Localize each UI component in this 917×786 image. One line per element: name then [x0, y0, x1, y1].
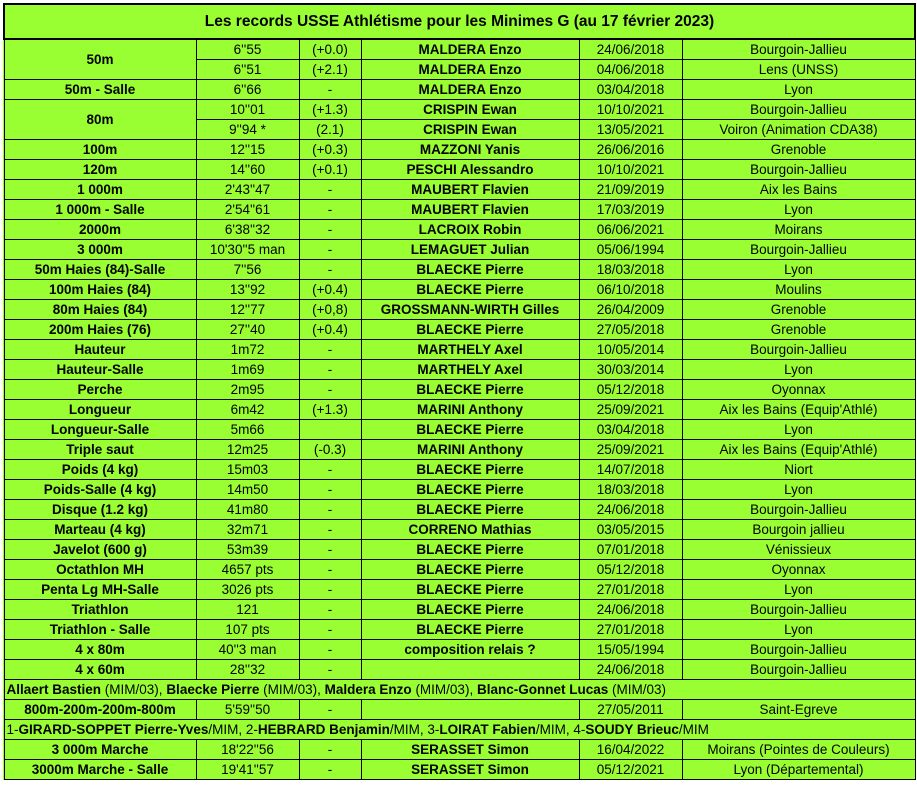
- relay-member-note: /MIM: [678, 722, 709, 737]
- table-row: [4, 720, 915, 740]
- performance-cell: 10'30''5 man: [196, 240, 299, 260]
- performance-cell: 18'22''56: [196, 740, 299, 760]
- performance-cell: 13''92: [196, 280, 299, 300]
- relay-member-note: (MIM/03),: [411, 682, 477, 697]
- wind-cell: [299, 420, 361, 440]
- date-cell: 25/09/2021: [579, 400, 682, 420]
- place-cell: Oyonnax: [682, 380, 915, 400]
- date-cell: 05/06/1994: [579, 240, 682, 260]
- place-cell: Grenoble: [682, 320, 915, 340]
- table-row: [4, 480, 915, 500]
- performance-cell: 2'54''61: [196, 200, 299, 220]
- date-cell: 03/04/2018: [579, 80, 682, 100]
- relay-member-note: (MIM/03),: [101, 682, 167, 697]
- place-cell: Saint-Egreve: [682, 700, 915, 720]
- performance-cell: 7''56: [196, 260, 299, 280]
- performance-cell: 107 pts: [196, 620, 299, 640]
- performance-cell: 1m72: [196, 340, 299, 360]
- performance-cell: 9''94 *: [196, 120, 299, 140]
- athlete-cell: MALDERA Enzo: [361, 80, 579, 100]
- event-cell: 3000m Marche - Salle: [4, 760, 196, 780]
- event-cell: Javelot (600 g): [4, 540, 196, 560]
- performance-cell: 5'59''50: [196, 700, 299, 720]
- place-cell: Grenoble: [682, 140, 915, 160]
- performance-cell: 6''51: [196, 60, 299, 80]
- wind-cell: (+0.4): [299, 320, 361, 340]
- wind-cell: (+0,8): [299, 300, 361, 320]
- performance-cell: 14''60: [196, 160, 299, 180]
- date-cell: 13/05/2021: [579, 120, 682, 140]
- wind-cell: -: [299, 240, 361, 260]
- athlete-cell: MARINI Anthony: [361, 400, 579, 420]
- athlete-cell: MALDERA Enzo: [361, 60, 579, 80]
- table-row: [4, 560, 915, 580]
- performance-cell: 40''3 man: [196, 640, 299, 660]
- athlete-cell: BLAECKE Pierre: [361, 480, 579, 500]
- date-cell: 06/10/2018: [579, 280, 682, 300]
- date-cell: 27/05/2011: [579, 700, 682, 720]
- athlete-cell: LACROIX Robin: [361, 220, 579, 240]
- wind-cell: -: [299, 700, 361, 720]
- place-cell: Lyon: [682, 200, 915, 220]
- date-cell: 03/05/2015: [579, 520, 682, 540]
- date-cell: 05/12/2018: [579, 380, 682, 400]
- athlete-cell: BLAECKE Pierre: [361, 380, 579, 400]
- place-cell: Bourgoin-Jallieu: [682, 240, 915, 260]
- athlete-cell: BLAECKE Pierre: [361, 560, 579, 580]
- wind-cell: -: [299, 340, 361, 360]
- place-cell: Bourgoin-Jallieu: [682, 660, 915, 680]
- wind-cell: -: [299, 640, 361, 660]
- place-cell: Bourgoin-Jallieu: [682, 640, 915, 660]
- date-cell: 17/03/2019: [579, 200, 682, 220]
- event-cell: Longueur-Salle: [4, 420, 196, 440]
- date-cell: 18/03/2018: [579, 480, 682, 500]
- wind-cell: -: [299, 360, 361, 380]
- event-cell: Disque (1.2 kg): [4, 500, 196, 520]
- athlete-cell: BLAECKE Pierre: [361, 620, 579, 640]
- wind-cell: -: [299, 180, 361, 200]
- wind-cell: -: [299, 480, 361, 500]
- place-cell: Niort: [682, 460, 915, 480]
- table-row: [4, 520, 915, 540]
- wind-cell: -: [299, 220, 361, 240]
- place-cell: Moulins: [682, 280, 915, 300]
- event-cell: 50m Haies (84)-Salle: [4, 260, 196, 280]
- wind-cell: (+0.3): [299, 140, 361, 160]
- performance-cell: 53m39: [196, 540, 299, 560]
- date-cell: 07/01/2018: [579, 540, 682, 560]
- performance-cell: 2'43''47: [196, 180, 299, 200]
- table-row: [4, 740, 915, 760]
- table-row: [4, 420, 915, 440]
- table-row: [4, 400, 915, 420]
- relay-members-cell: [4, 680, 915, 700]
- place-cell: Bourgoin-Jallieu: [682, 160, 915, 180]
- event-cell: 1 000m - Salle: [4, 200, 196, 220]
- place-cell: Lyon: [682, 80, 915, 100]
- place-cell: Grenoble: [682, 300, 915, 320]
- event-cell: 120m: [4, 160, 196, 180]
- athlete-cell: composition relais ?: [361, 640, 579, 660]
- place-cell: Bourgoin-Jallieu: [682, 500, 915, 520]
- performance-cell: 6m42: [196, 400, 299, 420]
- place-cell: Aix les Bains: [682, 180, 915, 200]
- place-cell: Aix les Bains (Equip'Athlé): [682, 440, 915, 460]
- event-cell: Octathlon MH: [4, 560, 196, 580]
- event-cell: Hauteur: [4, 340, 196, 360]
- event-cell: 100m: [4, 140, 196, 160]
- place-cell: Lyon: [682, 580, 915, 600]
- relay-members-cell: [4, 720, 915, 740]
- relay-member-name: Blaecke Pierre: [166, 682, 260, 697]
- records-sheet: [3, 3, 914, 780]
- performance-cell: 121: [196, 600, 299, 620]
- table-row: [4, 500, 915, 520]
- wind-cell: (-0.3): [299, 440, 361, 460]
- event-cell: 50m: [4, 39, 196, 80]
- event-cell: 4 x 60m: [4, 660, 196, 680]
- event-cell: 2000m: [4, 220, 196, 240]
- event-cell: 1 000m: [4, 180, 196, 200]
- date-cell: 18/03/2018: [579, 260, 682, 280]
- relay-member-note: /MIM, 4-: [535, 722, 586, 737]
- wind-cell: -: [299, 380, 361, 400]
- wind-cell: -: [299, 500, 361, 520]
- date-cell: 27/01/2018: [579, 620, 682, 640]
- table-row: [4, 760, 915, 780]
- table-row: [4, 620, 915, 640]
- event-cell: Penta Lg MH-Salle: [4, 580, 196, 600]
- performance-cell: 12''77: [196, 300, 299, 320]
- performance-cell: 14m50: [196, 480, 299, 500]
- place-cell: Bourgoin-Jallieu: [682, 600, 915, 620]
- table-row: [4, 160, 915, 180]
- place-cell: Lyon (Départemental): [682, 760, 915, 780]
- relay-member-name: SOUDY Brieuc: [585, 722, 679, 737]
- athlete-cell: MAZZONI Yanis: [361, 140, 579, 160]
- athlete-cell: MALDERA Enzo: [361, 39, 579, 60]
- event-cell: 100m Haies (84): [4, 280, 196, 300]
- date-cell: 06/06/2021: [579, 220, 682, 240]
- wind-cell: -: [299, 600, 361, 620]
- event-cell: Perche: [4, 380, 196, 400]
- place-cell: Lyon: [682, 620, 915, 640]
- event-cell: Poids (4 kg): [4, 460, 196, 480]
- date-cell: 15/05/1994: [579, 640, 682, 660]
- athlete-cell: BLAECKE Pierre: [361, 540, 579, 560]
- wind-cell: (2.1): [299, 120, 361, 140]
- place-cell: Moirans: [682, 220, 915, 240]
- date-cell: 16/04/2022: [579, 740, 682, 760]
- event-cell: 80m: [4, 100, 196, 140]
- relay-member-name: Blanc-Gonnet Lucas: [476, 682, 609, 697]
- event-cell: 3 000m: [4, 240, 196, 260]
- wind-cell: -: [299, 460, 361, 480]
- event-cell: Triple saut: [4, 440, 196, 460]
- table-row: [4, 320, 915, 340]
- athlete-cell: [361, 700, 579, 720]
- event-cell: Triathlon - Salle: [4, 620, 196, 640]
- athlete-cell: MARINI Anthony: [361, 440, 579, 460]
- date-cell: 21/09/2019: [579, 180, 682, 200]
- athlete-cell: BLAECKE Pierre: [361, 280, 579, 300]
- performance-cell: 12''15: [196, 140, 299, 160]
- date-cell: 26/06/2016: [579, 140, 682, 160]
- athlete-cell: BLAECKE Pierre: [361, 420, 579, 440]
- wind-cell: -: [299, 740, 361, 760]
- table-row: [4, 180, 915, 200]
- athlete-cell: PESCHI Alessandro: [361, 160, 579, 180]
- table-row: [4, 700, 915, 720]
- date-cell: 04/06/2018: [579, 60, 682, 80]
- table-row: [4, 220, 915, 240]
- event-cell: Hauteur-Salle: [4, 360, 196, 380]
- athlete-cell: MAUBERT Flavien: [361, 200, 579, 220]
- date-cell: 05/12/2021: [579, 760, 682, 780]
- date-cell: 24/06/2018: [579, 500, 682, 520]
- table-row: [4, 640, 915, 660]
- relay-member-name: Maldera Enzo: [324, 682, 412, 697]
- athlete-cell: [361, 660, 579, 680]
- place-cell: Lyon: [682, 260, 915, 280]
- date-cell: 24/06/2018: [579, 660, 682, 680]
- records-table: [3, 3, 916, 780]
- wind-cell: -: [299, 660, 361, 680]
- date-cell: 24/06/2018: [579, 600, 682, 620]
- table-row: [4, 200, 915, 220]
- wind-cell: -: [299, 80, 361, 100]
- relay-member-note: /MIM, 3-: [389, 722, 440, 737]
- relay-member-name: Allaert Bastien: [6, 682, 102, 697]
- performance-cell: 3026 pts: [196, 580, 299, 600]
- wind-cell: (+0.1): [299, 160, 361, 180]
- athlete-cell: BLAECKE Pierre: [361, 580, 579, 600]
- relay-member-name: GIRARD-SOPPET Pierre-Yves: [18, 722, 209, 737]
- table-row: [4, 380, 915, 400]
- performance-cell: 12m25: [196, 440, 299, 460]
- wind-cell: -: [299, 540, 361, 560]
- relay-member-note: /MIM, 2-: [208, 722, 258, 737]
- event-cell: 80m Haies (84): [4, 300, 196, 320]
- wind-cell: -: [299, 520, 361, 540]
- athlete-cell: BLAECKE Pierre: [361, 260, 579, 280]
- athlete-cell: BLAECKE Pierre: [361, 460, 579, 480]
- date-cell: 14/07/2018: [579, 460, 682, 480]
- place-cell: Lyon: [682, 480, 915, 500]
- event-cell: 4 x 80m: [4, 640, 196, 660]
- relay-member-note: (MIM/03): [608, 682, 666, 697]
- athlete-cell: BLAECKE Pierre: [361, 600, 579, 620]
- performance-cell: 28''32: [196, 660, 299, 680]
- date-cell: 10/10/2021: [579, 160, 682, 180]
- place-cell: Bourgoin jallieu: [682, 520, 915, 540]
- place-cell: Lyon: [682, 360, 915, 380]
- table-row: [4, 280, 915, 300]
- wind-cell: (+1.3): [299, 400, 361, 420]
- place-cell: Moirans (Pointes de Couleurs): [682, 740, 915, 760]
- wind-cell: -: [299, 760, 361, 780]
- table-row: [4, 300, 915, 320]
- athlete-cell: MARTHELY Axel: [361, 340, 579, 360]
- table-row: [4, 460, 915, 480]
- relay-member-note: (MIM/03),: [259, 682, 325, 697]
- wind-cell: (+0.4): [299, 280, 361, 300]
- place-cell: Aix les Bains (Equip'Athlé): [682, 400, 915, 420]
- athlete-cell: SERASSET Simon: [361, 760, 579, 780]
- title-row: [4, 4, 915, 39]
- table-row: [4, 260, 915, 280]
- event-cell: 200m Haies (76): [4, 320, 196, 340]
- table-row: [4, 39, 915, 60]
- table-row: [4, 440, 915, 460]
- performance-cell: 6''66: [196, 80, 299, 100]
- wind-cell: -: [299, 560, 361, 580]
- page-title: Les records USSE Athlétisme pour les Minimes G (au 17 février 2023): [4, 4, 915, 39]
- relay-member-name: HEBRARD Benjamin: [257, 722, 390, 737]
- event-cell: Marteau (4 kg): [4, 520, 196, 540]
- performance-cell: 2m95: [196, 380, 299, 400]
- wind-cell: -: [299, 620, 361, 640]
- table-row: [4, 140, 915, 160]
- date-cell: 30/03/2014: [579, 360, 682, 380]
- athlete-cell: MARTHELY Axel: [361, 360, 579, 380]
- wind-cell: (+2.1): [299, 60, 361, 80]
- table-row: [4, 580, 915, 600]
- date-cell: 10/05/2014: [579, 340, 682, 360]
- place-cell: Bourgoin-Jallieu: [682, 100, 915, 120]
- place-cell: Oyonnax: [682, 560, 915, 580]
- date-cell: 27/01/2018: [579, 580, 682, 600]
- date-cell: 05/12/2018: [579, 560, 682, 580]
- athlete-cell: LEMAGUET Julian: [361, 240, 579, 260]
- event-cell: Longueur: [4, 400, 196, 420]
- table-row: [4, 360, 915, 380]
- table-row: [4, 80, 915, 100]
- place-cell: Lyon: [682, 420, 915, 440]
- athlete-cell: MAUBERT Flavien: [361, 180, 579, 200]
- wind-cell: -: [299, 260, 361, 280]
- place-cell: Bourgoin-Jallieu: [682, 39, 915, 60]
- performance-cell: 6'38''32: [196, 220, 299, 240]
- athlete-cell: CRISPIN Ewan: [361, 100, 579, 120]
- place-cell: Bourgoin-Jallieu: [682, 340, 915, 360]
- performance-cell: 5m66: [196, 420, 299, 440]
- performance-cell: 32m71: [196, 520, 299, 540]
- performance-cell: 19'41''57: [196, 760, 299, 780]
- place-cell: Voiron (Animation CDA38): [682, 120, 915, 140]
- event-cell: 50m - Salle: [4, 80, 196, 100]
- performance-cell: 10''01: [196, 100, 299, 120]
- wind-cell: (+1.3): [299, 100, 361, 120]
- performance-cell: 1m69: [196, 360, 299, 380]
- table-row: [4, 340, 915, 360]
- table-row: [4, 240, 915, 260]
- performance-cell: 41m80: [196, 500, 299, 520]
- athlete-cell: BLAECKE Pierre: [361, 320, 579, 340]
- event-cell: 3 000m Marche: [4, 740, 196, 760]
- athlete-cell: GROSSMANN-WIRTH Gilles: [361, 300, 579, 320]
- performance-cell: 4657 pts: [196, 560, 299, 580]
- wind-cell: (+0.0): [299, 39, 361, 60]
- date-cell: 25/09/2021: [579, 440, 682, 460]
- wind-cell: -: [299, 580, 361, 600]
- table-row: [4, 540, 915, 560]
- records-table-body: [4, 4, 915, 780]
- athlete-cell: SERASSET Simon: [361, 740, 579, 760]
- place-cell: Vénissieux: [682, 540, 915, 560]
- performance-cell: 27''40: [196, 320, 299, 340]
- table-row: [4, 600, 915, 620]
- date-cell: 03/04/2018: [579, 420, 682, 440]
- date-cell: 10/10/2021: [579, 100, 682, 120]
- performance-cell: 15m03: [196, 460, 299, 480]
- event-cell: Triathlon: [4, 600, 196, 620]
- athlete-cell: BLAECKE Pierre: [361, 500, 579, 520]
- event-cell: Poids-Salle (4 kg): [4, 480, 196, 500]
- table-row: [4, 680, 915, 700]
- place-cell: Lens (UNSS): [682, 60, 915, 80]
- event-cell: 800m-200m-200m-800m: [4, 700, 196, 720]
- table-row: [4, 660, 915, 680]
- relay-member-note: 1-: [6, 722, 19, 737]
- athlete-cell: CORRENO Mathias: [361, 520, 579, 540]
- date-cell: 26/04/2009: [579, 300, 682, 320]
- date-cell: 27/05/2018: [579, 320, 682, 340]
- relay-member-name: LOIRAT Fabien: [439, 722, 536, 737]
- date-cell: 24/06/2018: [579, 39, 682, 60]
- table-row: [4, 100, 915, 120]
- athlete-cell: CRISPIN Ewan: [361, 120, 579, 140]
- performance-cell: 6''55: [196, 39, 299, 60]
- wind-cell: -: [299, 200, 361, 220]
